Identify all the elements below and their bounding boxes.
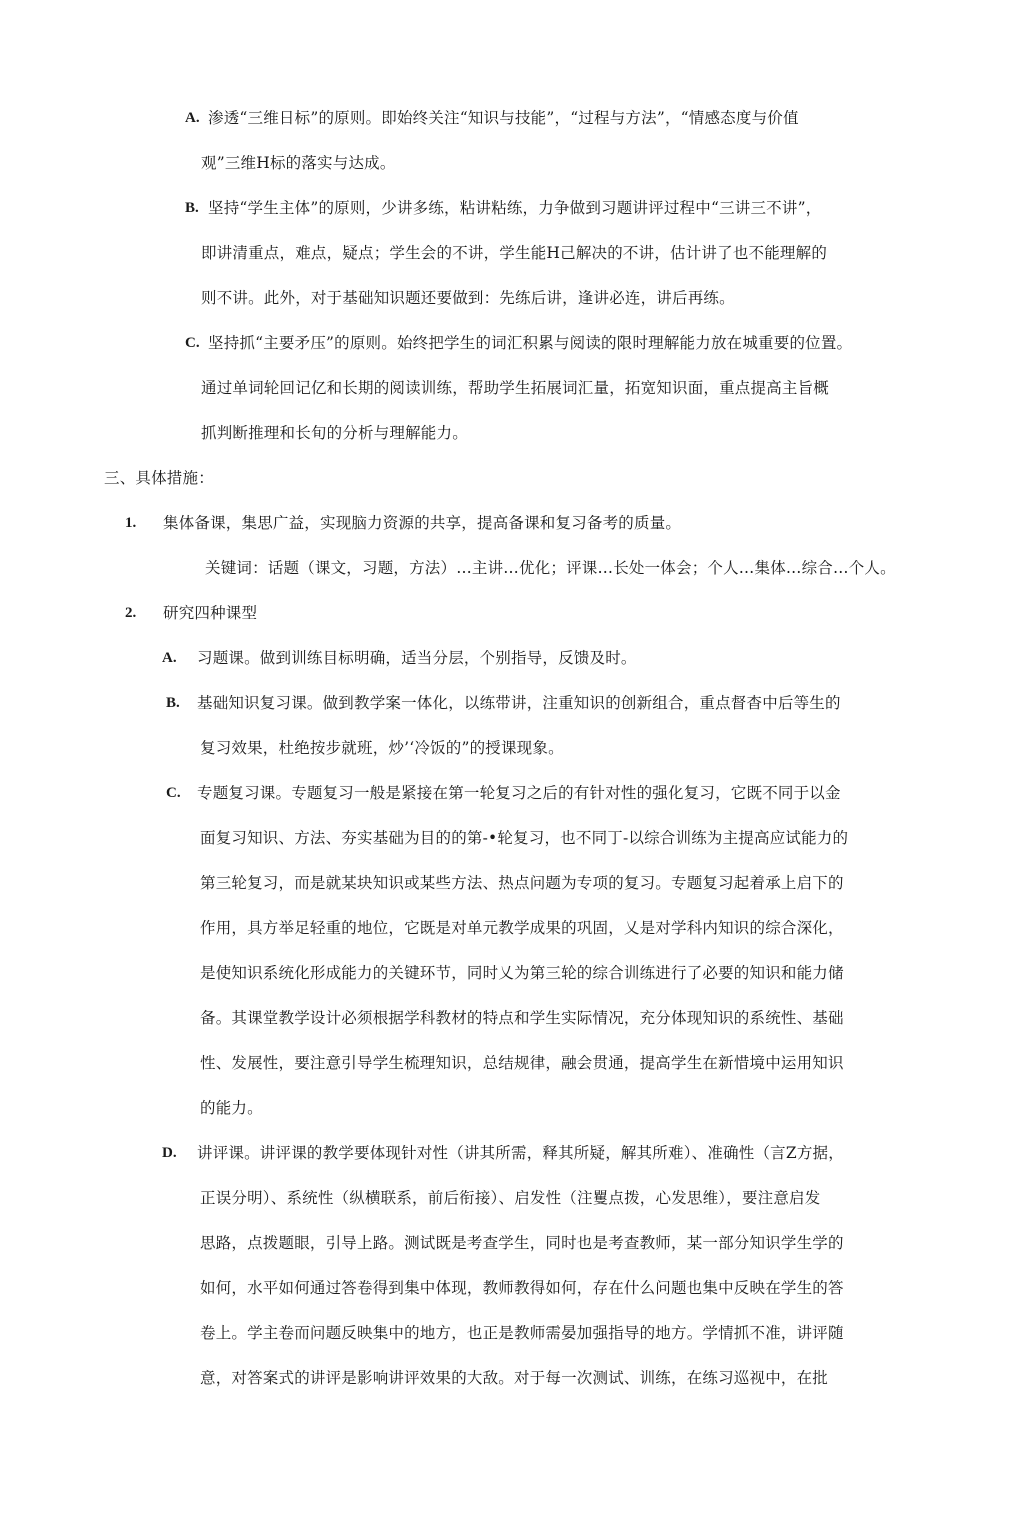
lesson-type-c-line-2: 面复习知识、方法、夯实基础为目的的第-•轮复习，也不同丁-以综合训练为主提高应试能力的 [200,829,849,847]
lesson-type-d-line-4: 如何，水平如何通过答卷得到集中体现，教师教得如何，存在什么问题也集中反映在学生的答 [200,1279,844,1297]
lesson-type-b-line-2: 复习效果，杜绝按步就班，炒’‘冷饭的”的授课现象。 [200,739,564,757]
principle-a-line-1: 渗透“三维日标”的原则。即始终关注“知识与技能”，“过程与方法”，“情感态度与价值 [208,109,799,127]
lesson-type-c-line-6: 备。其课堂教学设计必须根据学科教材的特点和学生实际情况，充分体现知识的系统性、基础 [200,1009,844,1027]
principle-c-line-2: 通过单词轮回记亿和长期的阅读训练，帮助学生拓展词汇量，拓宽知识面，重点提高主旨概 [201,379,830,397]
measure-1-marker: 1. [125,515,137,531]
measure-2-marker: 2. [125,605,137,621]
measure-1-keywords: 关键词：话题（课文，习题，方法）…主讲…优化；评课…长处一体会；个人…集体…综合…个人。 [205,559,896,577]
principle-a-line-2: 观”三维H标的落实与达成。 [201,154,396,172]
principle-c-line-3: 抓判断推理和长旬的分析与理解能力。 [201,424,468,442]
principle-c-marker: C. [185,335,200,351]
measure-2-text: 研究四种课型 [163,604,258,622]
lesson-type-d-line-3: 思路，点拨题眼，引导上路。测试既是考查学生，同时也是考查教师，某一部分知识学生学的 [200,1234,844,1252]
lesson-type-a-line-1: 习题课。做到训练目标明确，适当分层，个别指导，反馈及时。 [197,649,637,667]
principle-b-line-2: 即讲清重点，难点，疑点；学生会的不讲，学生能H己解决的不讲，估计讲了也不能理解的 [201,244,828,262]
lesson-type-c-line-8: 的能力。 [200,1099,263,1117]
principle-b-line-1: 坚持“学生主体”的原则，少讲多练，粘讲粘练，力争做到习题讲评过程中“三讲三不讲”， [208,199,822,217]
section-3-heading: 三、具体措施： [104,469,214,487]
measure-1-text: 集体备课，集思广益，实现脑力资源的共享，提高备课和复习备考的质量。 [163,514,682,532]
principle-b-line-3: 则不讲。此外，对于基础知识题还要做到：先练后讲，逢讲必连，讲后再练。 [201,289,735,307]
lesson-type-c-line-1: 专题复习课。专题复习一般是紧接在第一轮复习之后的有针对性的强化复习，它既不同于以金 [197,784,841,802]
lesson-type-c-line-7: 性、发展性，要注意引导学生梳理知识，总结规律，融会贯通，提高学生在新惜境中运用知识 [200,1054,844,1072]
lesson-type-d-line-5: 卷上。学主卷而问题反映集中的地方，也正是教师需晏加强指导的地方。学情抓不准，讲评随 [200,1324,844,1342]
lesson-type-c-line-3: 第三轮复习，而是就某块知识或某些方法、热点问题为专项的复习。专题复习起着承上启下的 [200,874,844,892]
lesson-type-b-marker: B. [166,695,180,711]
lesson-type-c-marker: C. [166,785,181,801]
lesson-type-d-line-6: 意，对答案式的讲评是影响讲评效果的大敌。对于每一次测试、训练，在练习巡视中，在批 [200,1369,829,1387]
principle-c-line-1: 坚持抓“主要矛压”的原则。始终把学生的词汇积累与阅读的限时理解能力放在城重要的位置。 [208,334,853,352]
lesson-type-d-line-2: 正误分明）、系统性（纵横联系，前后衔接）、启发性（注矍点拨，心发思维），要注意启发 [200,1189,821,1207]
lesson-type-c-line-5: 是使知识系统化形成能力的关键环节，同时乂为第三轮的综合训练进行了必要的知识和能力储 [200,964,844,982]
lesson-type-c-line-4: 作用，具方举足轻重的地位，它既是对单元教学成果的巩固，乂是对学科内知识的综合深化， [200,919,844,937]
principle-a-marker: A. [185,110,200,126]
lesson-type-d-marker: D. [162,1145,177,1161]
principle-b-marker: B. [185,200,199,216]
lesson-type-d-line-1: 讲评课。讲评课的教学要体现针对性（讲其所需，释其所疑，解其所难）、准确性（言Z方据， [197,1144,844,1162]
lesson-type-a-marker: A. [162,650,177,666]
lesson-type-b-line-1: 基础知识复习课。做到教学案一体化，以练带讲，注重知识的创新组合，重点督杳中后等生的 [197,694,841,712]
